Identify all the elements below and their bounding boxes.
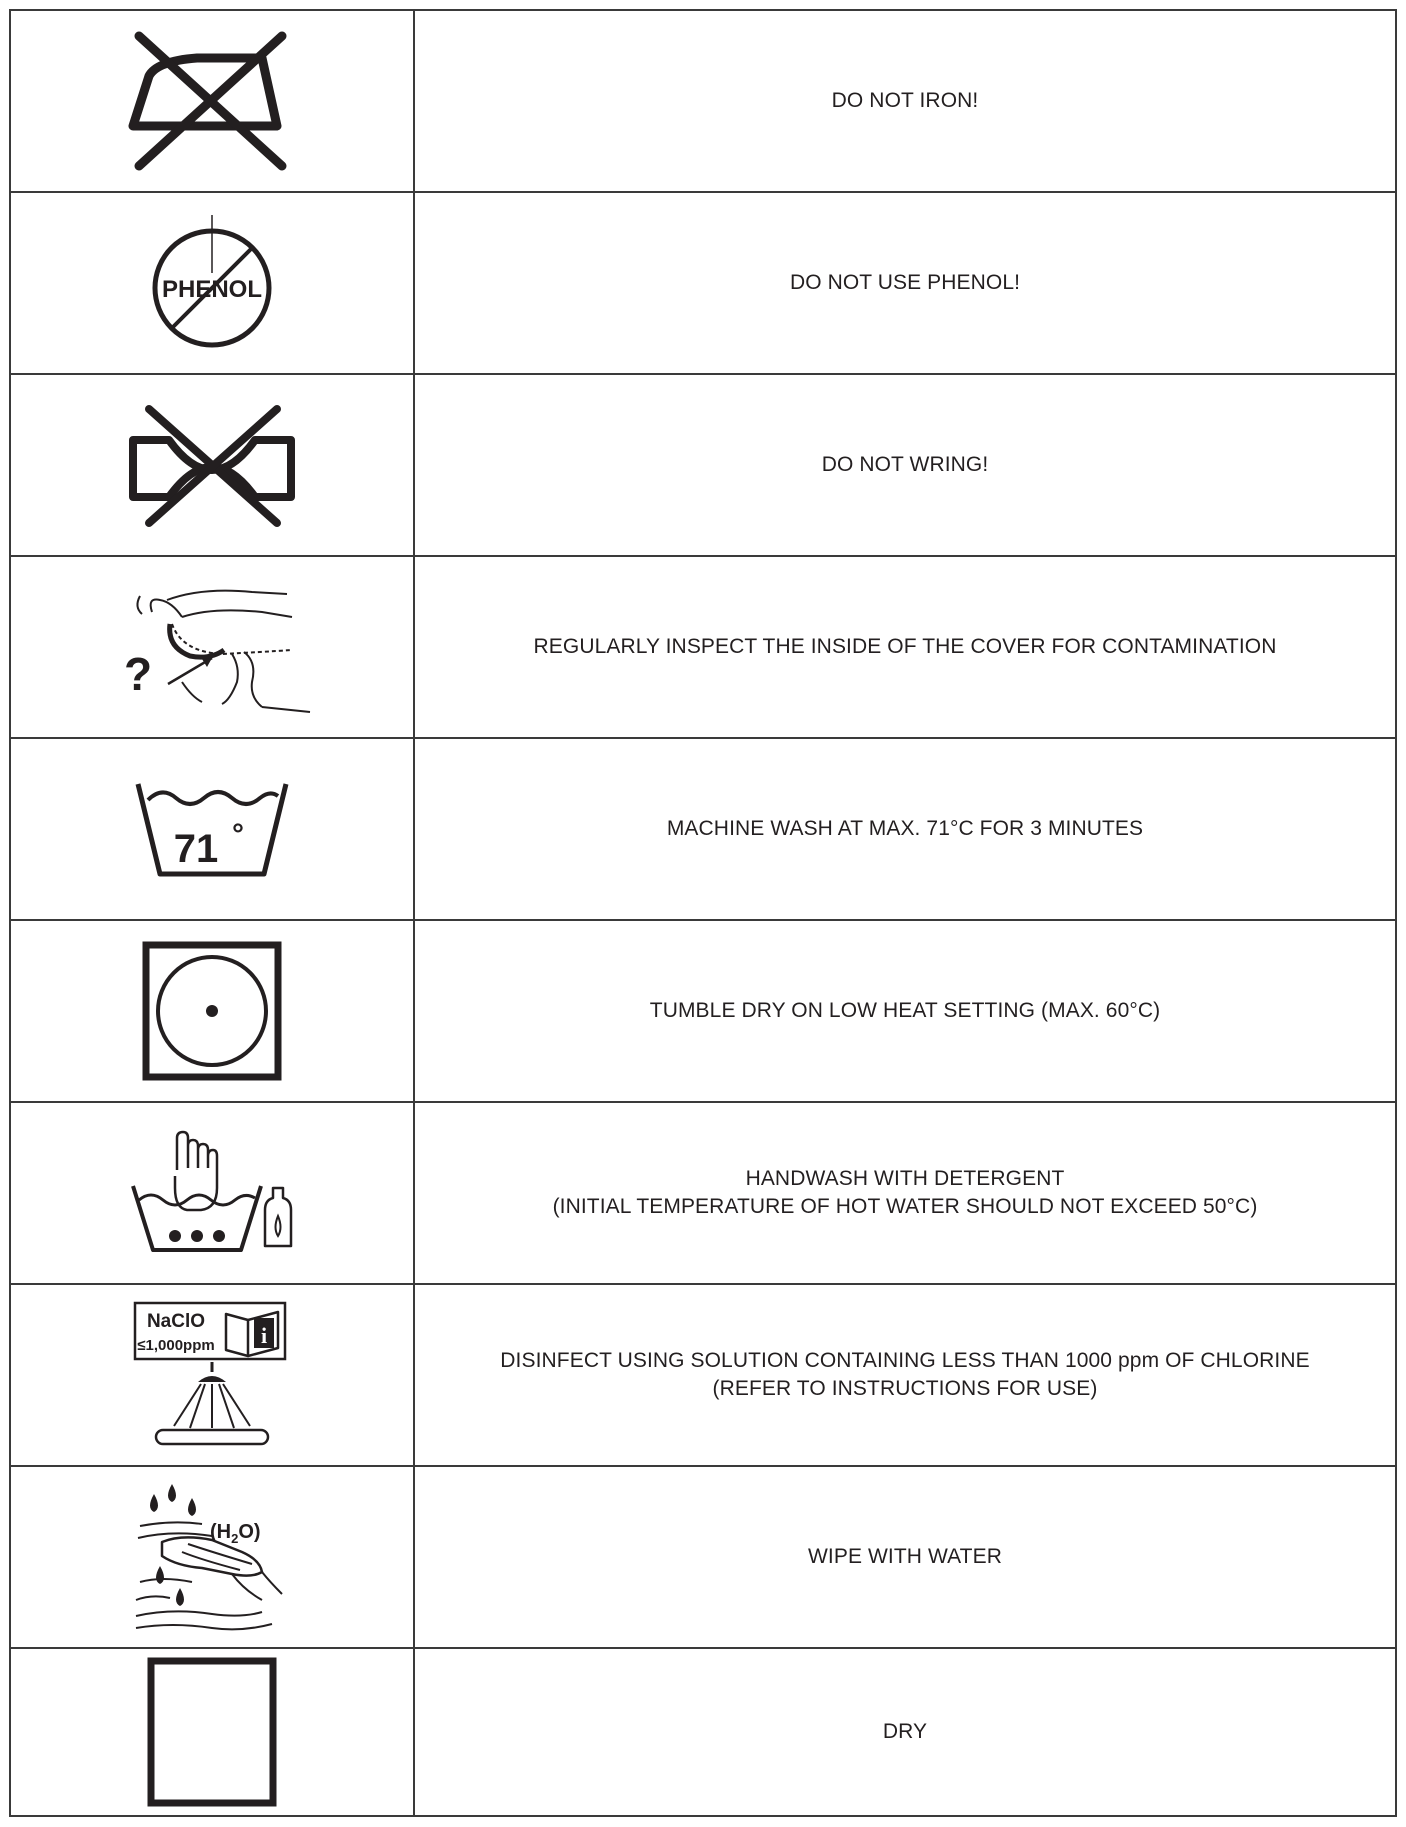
instruction-text (414, 1466, 1396, 1648)
instruction-line: DO NOT IRON! (831, 89, 979, 112)
instruction-line: (REFER TO INSTRUCTIONS FOR USE) (712, 1377, 1098, 1400)
table-row (10, 556, 1396, 738)
instruction-line: DO NOT USE PHENOL! (789, 271, 1021, 294)
icon-cell (10, 1284, 414, 1466)
naclo-label: NaClO (146, 1311, 206, 1332)
instruction-line: REGULARLY INSPECT THE INSIDE OF THE COVER FOR CONTAMINATION (533, 635, 1277, 658)
question-mark: ? (124, 648, 153, 700)
icon-cell (10, 1102, 414, 1284)
h2o-label: $(H_2O)$ (210, 1521, 261, 1546)
table-row (10, 192, 1396, 374)
table-row (10, 374, 1396, 556)
phenol-label: PHENOL (161, 276, 263, 303)
degree-symbol: ° (232, 818, 244, 851)
no-phenol-icon (147, 213, 277, 353)
instruction-text (414, 1102, 1396, 1284)
care-instructions-table (9, 9, 1397, 1817)
icon-cell (10, 10, 414, 192)
no-ironing-icon (127, 31, 297, 171)
table-row (10, 738, 1396, 920)
instruction-line: DRY (882, 1720, 928, 1743)
instruction-line: (INITIAL TEMPERATURE OF HOT WATER SHOULD NOT EXCEED 50°C) (552, 1195, 1258, 1218)
instruction-line: MACHINE WASH AT MAX. 71°C FOR 3 MINUTES (666, 817, 1144, 840)
tumble-dry-low-icon (142, 941, 282, 1081)
inspect-cover-icon (112, 572, 312, 722)
instruction-line: TUMBLE DRY ON LOW HEAT SETTING (MAX. 60°C) (649, 999, 1161, 1022)
instruction-text (414, 374, 1396, 556)
table-row (10, 10, 1396, 192)
instruction-line: WIPE WITH WATER (808, 1545, 1002, 1568)
instruction-text (414, 192, 1396, 374)
machine-wash-icon (132, 774, 292, 884)
table-row (10, 920, 1396, 1102)
table-row (10, 1466, 1396, 1648)
no-wringing-icon (127, 405, 297, 525)
handwash-detergent-icon (127, 1128, 297, 1258)
wash-temperature: 71 (173, 827, 219, 871)
icon-cell (10, 738, 414, 920)
dry-icon (147, 1657, 277, 1807)
icon-cell (10, 920, 414, 1102)
instruction-line: DISINFECT USING SOLUTION CONTAINING LESS THAN 1000 ppm OF CHLORINE (500, 1349, 1310, 1372)
wipe-water-icon (132, 1482, 292, 1632)
icon-cell (10, 1466, 414, 1648)
instruction-line: DO NOT WRING! (821, 453, 989, 476)
instruction-text (414, 920, 1396, 1102)
icon-cell (10, 374, 414, 556)
instruction-text (414, 738, 1396, 920)
table-row (10, 1648, 1396, 1816)
instruction-text (414, 556, 1396, 738)
icon-cell (10, 1648, 414, 1816)
info-symbol: i (260, 1323, 268, 1348)
table-row (10, 1284, 1396, 1466)
icon-cell (10, 556, 414, 738)
instruction-line: HANDWASH WITH DETERGENT (745, 1167, 1065, 1190)
icon-cell (10, 192, 414, 374)
instruction-text (414, 1284, 1396, 1466)
ppm-limit-label: ≤1,000ppm (137, 1337, 215, 1354)
instruction-text (414, 1648, 1396, 1816)
table-row (10, 1102, 1396, 1284)
instruction-text (414, 10, 1396, 192)
chlorine-disinfect-icon (132, 1300, 292, 1450)
